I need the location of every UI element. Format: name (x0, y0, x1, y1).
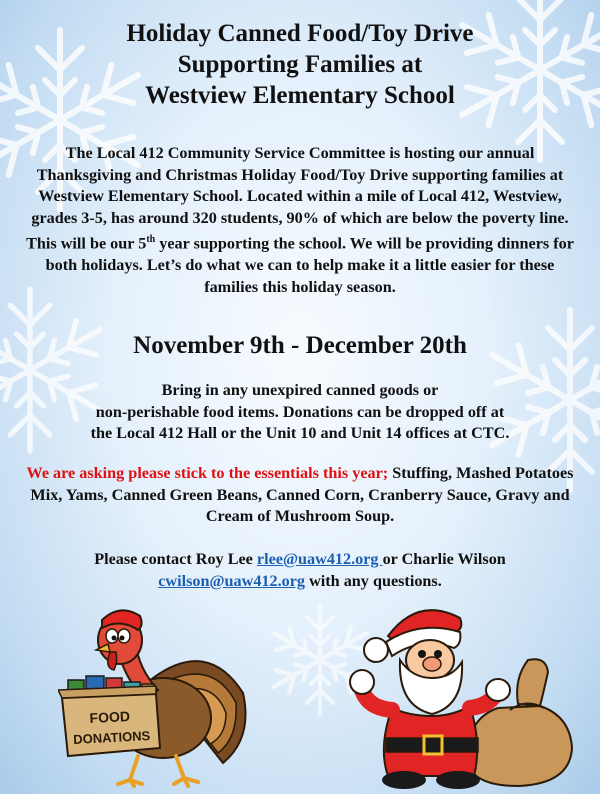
instruction-line: the Local 412 Hall or the Unit 10 and Unit 14 offices at CTC. (90, 424, 510, 442)
intro-text: The Local 412 Community Service Committee is hosting our annual Thanksgiving and Christmas Holiday Food/Toy Drive supporting families at Westview Elementary School. Located within a mile of Local 412, Westview, grades 3-5, has around 320 students, 90% of which are below the poverty line. This will be our 5 (26, 144, 569, 253)
contact-suffix: with any questions. (305, 571, 442, 590)
santa-illustration (348, 598, 580, 790)
essentials-request: We are asking please stick to the essentials this year; (26, 464, 389, 482)
intro-text-continued: year supporting the school. We will be providing dinners for both holidays. Let’s do what we can to help make it a little easier for these families this holiday season. (45, 234, 574, 296)
donation-instructions (40, 380, 560, 445)
box-label-donations: DONATIONS (72, 728, 151, 748)
essentials-paragraph (20, 463, 580, 528)
title-line: Supporting Families at (177, 51, 423, 78)
ordinal-suffix: th (146, 234, 156, 246)
essentials-items: Stuffing, Mashed Potatoes Mix, Yams, Canned Green Beans, Canned Corn, Cranberry Sauce, Gravy and Cream of Mushroom Soup. (30, 464, 574, 525)
title-line: Holiday Canned Food/Toy Drive (126, 20, 474, 47)
contact-prefix: Please contact Roy Lee (94, 550, 257, 568)
contact-middle: or Charlie Wilson (382, 550, 506, 568)
intro-paragraph (22, 143, 578, 299)
email-link-charlie[interactable]: cwilson@uaw412.org (158, 571, 306, 590)
contact-paragraph (40, 549, 560, 592)
title-line: Westview Elementary School (145, 82, 455, 109)
turkey-illustration (58, 598, 258, 788)
drive-dates: November 9th - December 20th (133, 332, 467, 359)
flyer-title (40, 18, 560, 111)
instruction-line: Bring in any unexpired canned goods or (161, 381, 439, 399)
instruction-line: non-perishable food items. Donations can be dropped off at (95, 402, 505, 421)
email-link-roy[interactable]: rlee@uaw412.org (256, 550, 383, 568)
box-label-food: FOOD (89, 707, 131, 727)
